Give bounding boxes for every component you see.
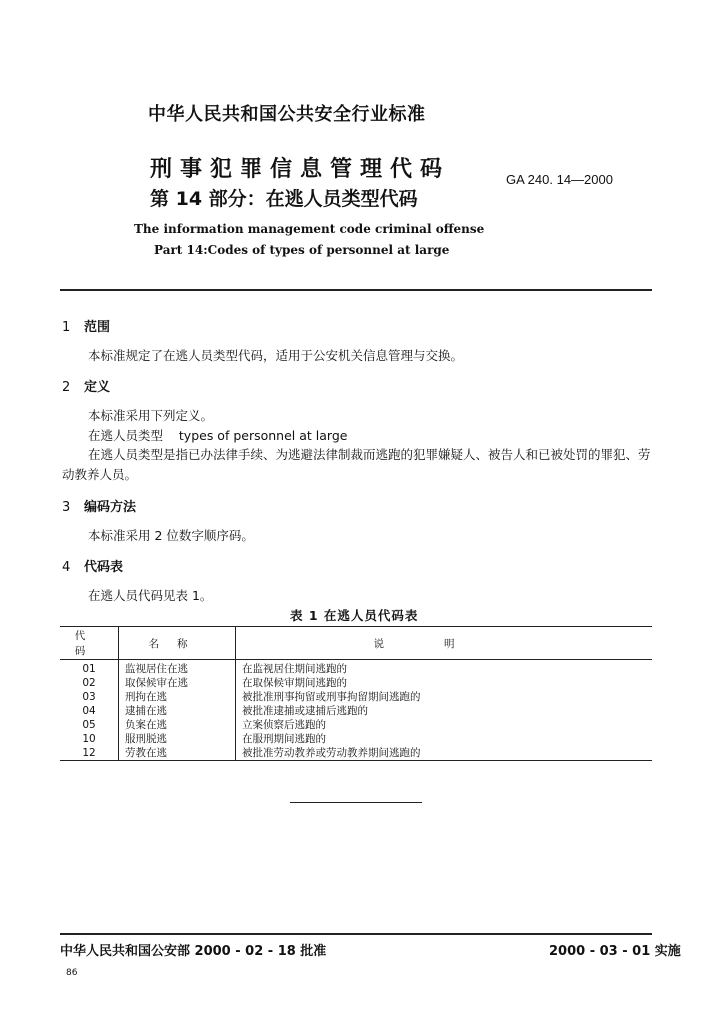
table-row (60, 732, 652, 746)
row-code: 03 (60, 690, 119, 704)
section-1-text: 本标准规定了在逃人员类型代码，适用于公安机关信息管理与交换。 (88, 348, 464, 363)
section-1-heading (62, 316, 110, 335)
row-code: 01 (60, 660, 119, 677)
header-description: 说明 (236, 627, 653, 660)
code-table (60, 626, 652, 761)
row-name: 逮捕在逃 (119, 704, 236, 718)
section-3-text: 本标准采用 2 位数字顺序码。 (88, 528, 254, 543)
row-code: 10 (60, 732, 119, 746)
table-row (60, 660, 652, 677)
table-row (60, 704, 652, 718)
page-number: 86 (66, 968, 78, 978)
section-2-heading (62, 376, 110, 395)
section-3-heading (62, 496, 136, 515)
title-chinese-line2: 第 14 部分：在逃人员类型代码 (150, 188, 418, 210)
section-2-definition: 在逃人员类型是指已办法律手续、为逃避法律制裁而逃跑的犯罪嫌疑人、被告人和已被处罚的罪犯、劳动教养人员。 (62, 447, 651, 482)
title-english-line2: Part 14:Codes of types of personnel at large (154, 243, 450, 257)
section-number: 2 (62, 380, 71, 395)
row-code: 04 (60, 704, 119, 718)
row-name: 服刑脱逃 (119, 732, 236, 746)
row-description: 在服刑期间逃跑的 (242, 733, 326, 745)
header-code: 代码 (60, 627, 119, 660)
section-number: 4 (62, 560, 71, 575)
row-description: 在取保候审期间逃跑的 (242, 677, 347, 689)
row-description: 立案侦察后逃跑的 (242, 719, 326, 731)
footer-divider (60, 933, 652, 935)
section-2-line-1: 本标准采用下列定义。 (88, 408, 214, 423)
title-english-line1: The information management code criminal offense (134, 222, 485, 236)
section-title: 定义 (84, 380, 111, 395)
approval-info: 中华人民共和国公安部 2000 - 02 - 18 批准 (60, 944, 327, 959)
section-number: 1 (62, 320, 71, 335)
issuing-organization: 中华人民共和国公共安全行业标准 (148, 104, 426, 125)
table-row (60, 718, 652, 732)
table-caption: 表 1 在逃人员代码表 (290, 608, 419, 623)
row-name: 刑拘在逃 (119, 690, 236, 704)
row-name: 负案在逃 (119, 718, 236, 732)
table-header-row (60, 627, 652, 660)
row-code: 02 (60, 676, 119, 690)
section-title: 代码表 (84, 560, 124, 575)
row-code: 12 (60, 746, 119, 761)
table-row (60, 746, 652, 761)
header-name: 名称 (119, 627, 236, 660)
header-divider (60, 289, 652, 291)
standard-code: GA 240. 14—2000 (506, 172, 613, 187)
section-title: 范围 (84, 320, 111, 335)
row-code: 05 (60, 718, 119, 732)
row-description: 在监视居住期间逃跑的 (242, 663, 347, 675)
section-number: 3 (62, 500, 71, 515)
table-row (60, 676, 652, 690)
section-4-heading (62, 556, 123, 575)
row-name: 监视居住在逃 (119, 660, 236, 677)
section-2-term: 在逃人员类型 types of personnel at large (88, 428, 348, 443)
table-row (60, 690, 652, 704)
implementation-date: 2000 - 03 - 01 实施 (549, 944, 681, 959)
end-of-text-line (290, 802, 422, 803)
row-description: 被批准劳动教养或劳动教养期间逃跑的 (242, 747, 421, 759)
row-description: 被批准逮捕或逮捕后逃跑的 (242, 705, 368, 717)
row-name: 取保候审在逃 (119, 676, 236, 690)
row-description: 被批准刑事拘留或刑事拘留期间逃跑的 (242, 691, 421, 703)
row-name: 劳教在逃 (119, 746, 236, 761)
title-chinese-line1: 刑事犯罪信息管理代码 (150, 157, 451, 182)
section-4-text: 在逃人员代码见表 1。 (88, 588, 213, 603)
section-title: 编码方法 (84, 500, 137, 515)
